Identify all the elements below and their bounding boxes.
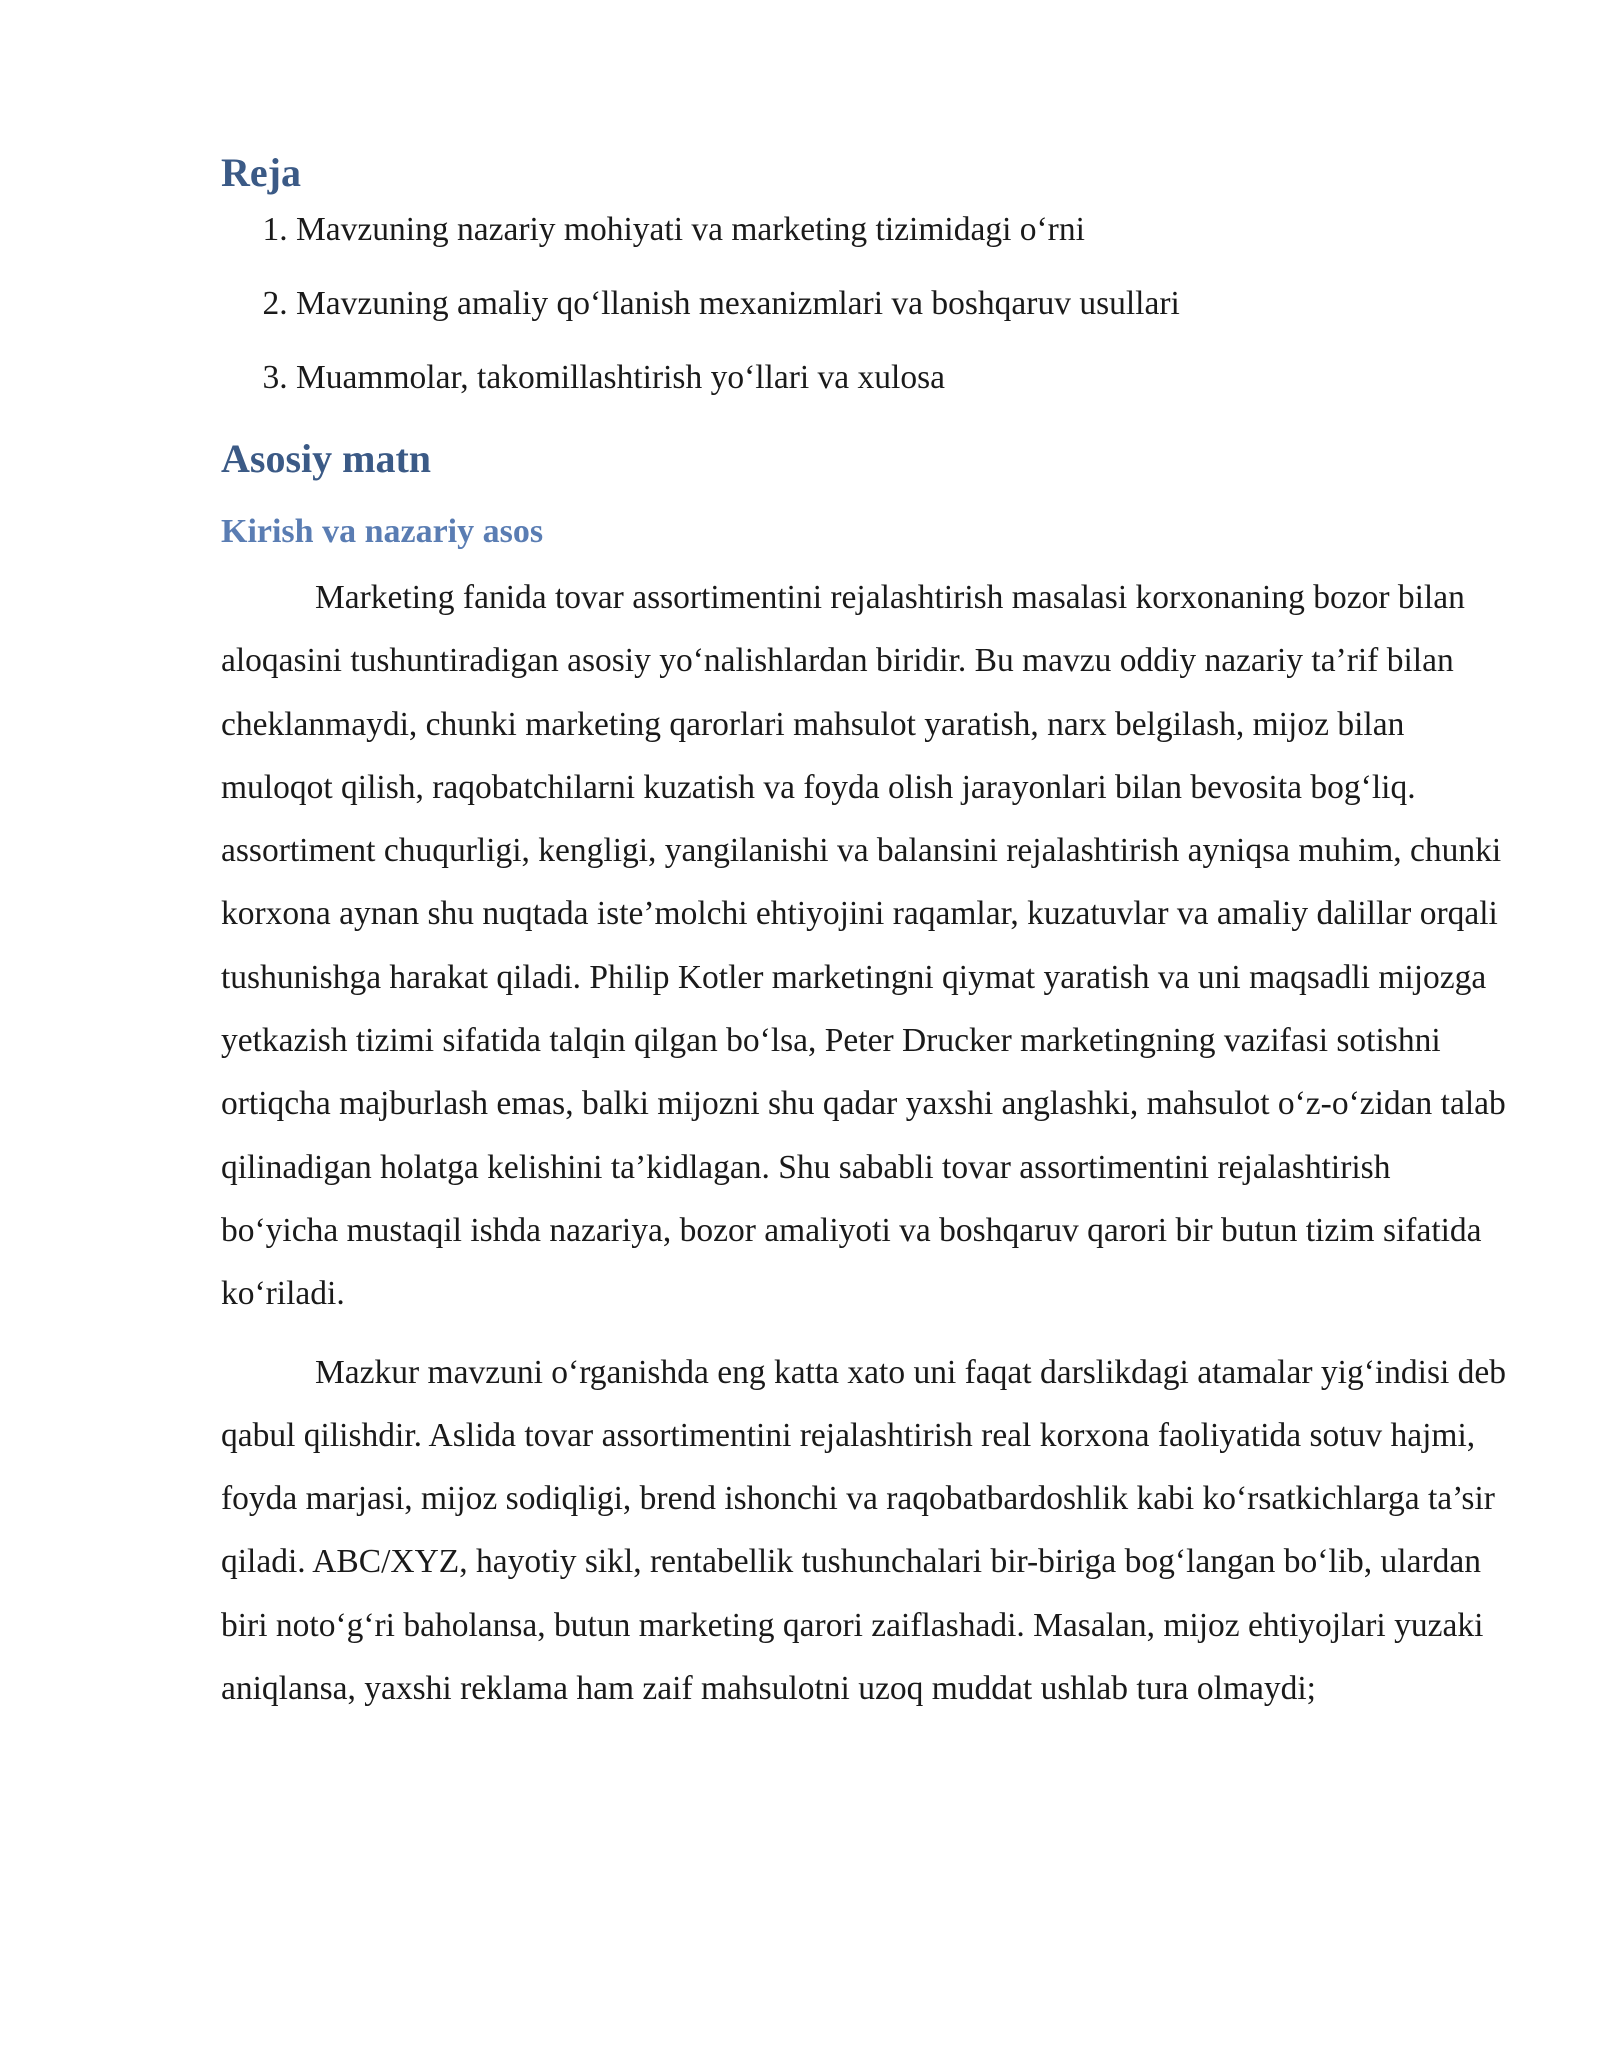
subheading-intro: Kirish va nazariy asos xyxy=(221,513,544,550)
body-paragraph: Mazkur mavzuni o‘rganishda eng katta xato uni faqat darslikdagi atamalar yig‘indisi deb qabul qilishdir. Aslida tovar assortimentini rejalashtirish real korxona faoliyatida sotuv hajmi, foyda marjasi, mijoz sodiqligi, brend ishonchi va raqobatbardoshlik kabi ko‘rsatkichlarga ta’sir qiladi. ABC/XYZ, hayotiy sikl, rentabellik tushunchalari bir-biriga bog‘langan bo‘lib, ulardan biri noto‘g‘ri baholansa, butun marketing qarori zaiflashadi. Masalan, mijoz ehtiyojlari yuzaki aniqlansa, yaxshi reklama ham zaif mahsulotni uzoq muddat ushlab tura olmaydi; xyxy=(221,1353,1507,1708)
plan-item: 1. Mavzuning nazariy mohiyati va marketing tizimidagi o‘rni xyxy=(296,210,1511,250)
document-page xyxy=(221,148,1511,1720)
plan-list xyxy=(221,210,1511,398)
plan-item: 3. Muammolar, takomillashtirish yo‘llari va xulosa xyxy=(296,358,1511,398)
plan-heading: Reja xyxy=(221,150,301,195)
plan-item: 2. Mavzuning amaliy qo‘llanish mexanizmlari va boshqaruv usullari xyxy=(296,284,1511,324)
body-paragraph: Marketing fanida tovar assortimentini rejalashtirish masalasi korxonaning bozor bilan aloqasini tushuntiradigan asosiy yo‘nalishlardan biridir. Bu mavzu oddiy nazariy ta’rif bilan cheklanmaydi, chunki marketing qarorlari mahsulot yaratish, narx belgilash, mijoz bilan muloqot qilish, raqobatchilarni kuzatish va foyda olish jarayonlari bilan bevosita bog‘liq. assortiment chuqurligi, kengligi, yangilanishi va balansini rejalashtirish ayniqsa muhim, chunki korxona aynan shu nuqtada iste’molchi ehtiyojini raqamlar, kuzatuvlar va amaliy dalillar orqali tushunishga harakat qiladi. Philip Kotler marketingni qiymat yaratish va uni maqsadli mijozga yetkazish tizimi sifatida talqin qilgan bo‘lsa, Peter Drucker marketingning vazifasi sotishni ortiqcha majburlash emas, balki mijozni shu qadar yaxshi anglashki, mahsulot o‘z-o‘zidan talab qilinadigan holatga kelishini ta’kidlagan. Shu sababli tovar assortimentini rejalashtirish bo‘yicha mustaqil ishda nazariya, bozor amaliyoti va boshqaruv qarori bir butun tizim sifatida ko‘riladi. xyxy=(221,579,1506,1313)
main-heading: Asosiy matn xyxy=(221,436,432,481)
